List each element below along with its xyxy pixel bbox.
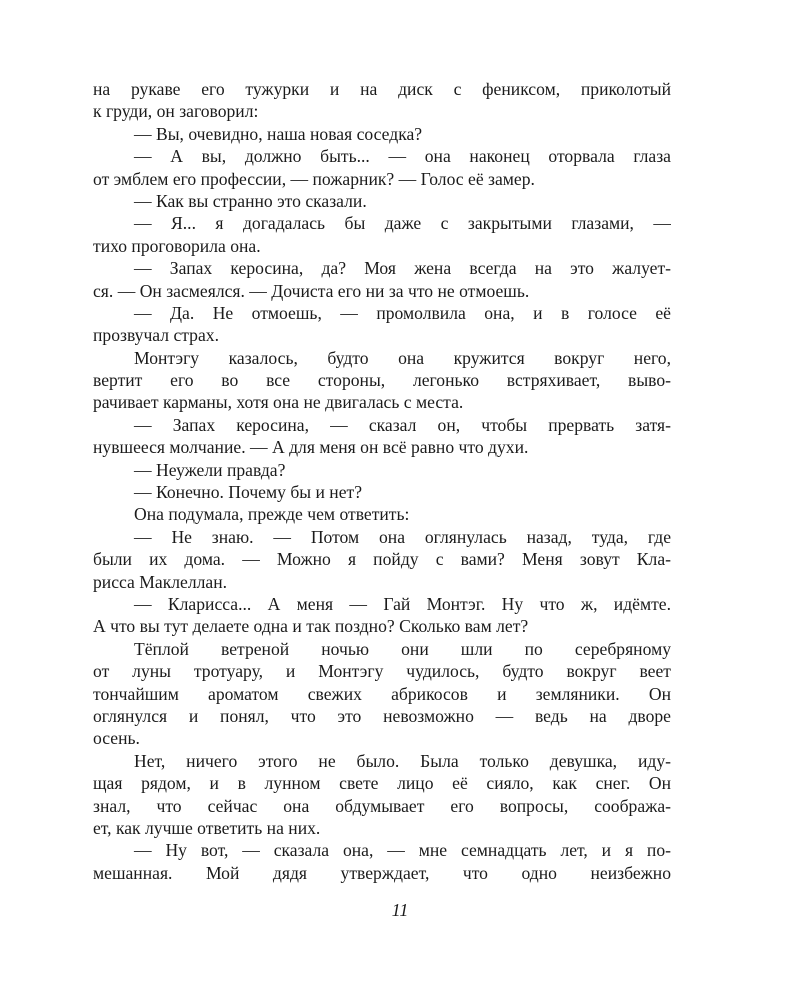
text-line: вертит его во все стороны, легонько встряхивает, выво- bbox=[93, 370, 671, 391]
text-line: — Вы, очевидно, наша новая соседка? bbox=[134, 123, 423, 144]
text-line: мешанная. Мой дядя утверждает, что одно неизбежно bbox=[93, 862, 671, 883]
text-line: рачивает карманы, хотя она не двигалась с места. bbox=[93, 392, 464, 413]
text-line: Она подумала, прежде чем ответить: bbox=[134, 504, 410, 525]
text-line: нувшееся молчание. — А для меня он всё равно что духи. bbox=[93, 437, 529, 458]
text-line: осень. bbox=[93, 728, 140, 749]
text-line: были их дома. — Можно я пойду с вами? Меня зовут Кла- bbox=[93, 549, 671, 570]
text-line: прозвучал страх. bbox=[93, 325, 219, 346]
text-line: оглянулся и понял, что это невозможно — ведь на дворе bbox=[93, 705, 671, 726]
text-line: щая рядом, и в лунном свете лицо её сияло, как снег. Он bbox=[93, 773, 671, 794]
text-line: к груди, он заговорил: bbox=[93, 101, 259, 122]
text-line: — Конечно. Почему бы и нет? bbox=[134, 482, 363, 503]
text-line: А что вы тут делаете одна и так поздно? Сколько вам лет? bbox=[93, 616, 529, 637]
text-line: — Запах керосина, — сказал он, чтобы прервать затя- bbox=[134, 414, 671, 435]
text-line: — Ну вот, — сказала она, — мне семнадцать лет, и я по- bbox=[134, 840, 671, 861]
text-line: рисса Маклеллан. bbox=[93, 571, 228, 592]
text-line: — Кларисса... А меня — Гай Монтэг. Ну что ж, идёмте. bbox=[134, 593, 671, 614]
text-line: — Не знаю. — Потом она оглянулась назад, туда, где bbox=[134, 526, 671, 547]
text-line: — Запах керосина, да? Моя жена всегда на это жалует- bbox=[134, 258, 671, 279]
text-line: тихо проговорила она. bbox=[93, 235, 261, 256]
text-line: — А вы, должно быть... — она наконец оторвала глаза bbox=[134, 146, 671, 167]
text-line: ся. — Он засмеялся. — Дочиста его ни за что не отмоешь. bbox=[93, 280, 530, 301]
text-line: Монтэгу казалось, будто она кружится вокруг него, bbox=[134, 347, 671, 368]
body-text bbox=[93, 78, 671, 884]
text-line: знал, что сейчас она обдумывает его вопросы, сообража- bbox=[93, 795, 671, 816]
text-line: — Я... я догадалась бы даже с закрытыми глазами, — bbox=[134, 213, 671, 234]
text-line: Нет, ничего этого не было. Была только девушка, иду- bbox=[134, 750, 671, 771]
text-line: — Неужели правда? bbox=[134, 459, 286, 480]
text-line: — Как вы странно это сказали. bbox=[134, 190, 367, 211]
text-line: ет, как лучше ответить на них. bbox=[93, 817, 321, 838]
text-line: от луны тротуару, и Монтэгу чудилось, будто вокруг веет bbox=[93, 661, 671, 682]
text-line: на рукаве его тужурки и на диск с фениксом, приколотый bbox=[93, 79, 671, 99]
text-line: тончайшим ароматом свежих абрикосов и земляники. Он bbox=[93, 683, 671, 704]
text-line: от эмблем его профессии, — пожарник? — Голос её замер. bbox=[93, 168, 535, 189]
page-number: 11 bbox=[391, 900, 409, 920]
text-line: Тёплой ветреной ночью они шли по серебряному bbox=[134, 638, 671, 659]
text-line: — Да. Не отмоешь, — промолвила она, и в голосе её bbox=[134, 302, 671, 323]
